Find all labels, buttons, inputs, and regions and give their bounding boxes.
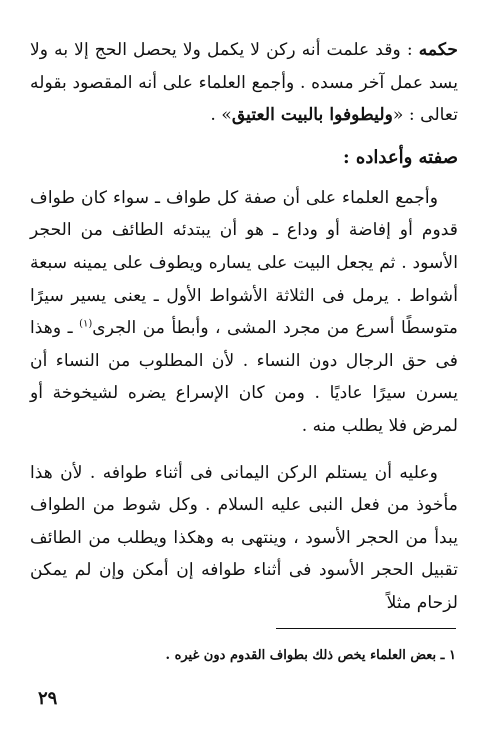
quran-verse: وليطوفوا بالبيت العتيق [231, 105, 393, 126]
description-text-cont: ـ وهذا فى حق الرجال دون النساء . لأن المطلوب من النساء أن يسرن سيرًا عاديًا . ومن كان الإسراع يضره لشيخوخة أو لمرض فلا يطلب منه . [30, 318, 458, 436]
footnote-divider [276, 628, 456, 629]
footnote: ١ ـ بعض العلماء يخص ذلك بطواف القدوم دون غيره . [165, 648, 456, 663]
description-text: وأجمع العلماء على أن صفة كل طواف ـ سواء كان طواف قدوم أو إفاضة أو وداع ـ هو أن يبتدئه الطائف من الحجر الأسود . ثم يجعل البيت على يساره ويطوف على يمينه سبعة أشواط . يرمل فى الثلاثة الأشواط الأول ـ يعنى يسير سيرًا متوسطًا أسرع من مجرد المشى ، وأبطأ من الجرى [30, 187, 459, 339]
description-paragraph [30, 182, 458, 443]
footnote-reference: (١) [79, 318, 93, 330]
page-number: ٢٩ [38, 688, 58, 709]
paragraph-gap [30, 443, 458, 457]
ruling-text: : وقد علمت أنه ركن لا يكمل ولا يحصل الحج إلا به ولا يسد عمل آخر مسده . وأجمع العلماء على أنه المقصود بقوله تعالى : « [30, 40, 458, 126]
ruling-text-end: » . [210, 105, 232, 126]
ruling-paragraph [30, 34, 458, 132]
yamani-corner-paragraph: وعليه أن يستلم الركن اليمانى فى أثناء طوافه . لأن هذا مأخوذ من فعل النبى عليه السلام . وكل شوط من الطواف يبدأ من الحجر الأسود ، وينتهى به وهكذا ويطلب من الطائف تقبيل الحجر الأسود فى أثناء طوافه إن أمكن وإن لم يمكن لزحام مثلاً [30, 462, 458, 613]
ruling-label: حكمه [418, 40, 458, 60]
section-heading: صفته وأعداده : [343, 146, 458, 168]
page-body [30, 22, 458, 620]
